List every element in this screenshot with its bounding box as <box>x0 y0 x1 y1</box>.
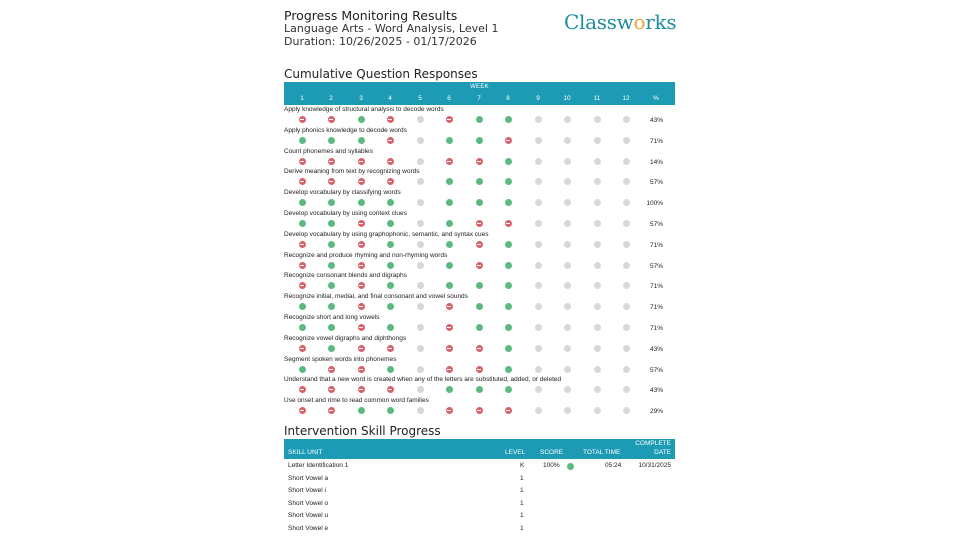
incorrect-dot-icon <box>358 303 365 310</box>
incorrect-dot-icon <box>299 345 306 352</box>
skill-level: 1 <box>520 499 524 507</box>
incorrect-dot-icon <box>476 366 483 373</box>
incorrect-dot-icon <box>328 407 335 414</box>
incorrect-dot-icon <box>476 241 483 248</box>
empty-dot-icon <box>623 241 630 248</box>
correct-dot-icon <box>446 178 453 185</box>
empty-dot-icon <box>535 158 542 165</box>
correct-dot-icon <box>505 158 512 165</box>
incorrect-dot-icon <box>505 407 512 414</box>
correct-dot-icon <box>299 199 306 206</box>
incorrect-dot-icon <box>328 366 335 373</box>
empty-dot-icon <box>535 262 542 269</box>
correct-dot-icon <box>505 199 512 206</box>
empty-dot-icon <box>564 324 571 331</box>
correct-dot-icon <box>299 366 306 373</box>
percent-value: 57% <box>649 366 663 374</box>
empty-dot-icon <box>594 241 601 248</box>
empty-dot-icon <box>623 158 630 165</box>
skill-row <box>284 487 675 500</box>
objective-label: Develop vocabulary by using graphophonic, semantic, and syntax cues <box>284 230 489 238</box>
incorrect-dot-icon <box>299 407 306 414</box>
empty-dot-icon <box>623 178 630 185</box>
empty-dot-icon <box>417 345 424 352</box>
empty-dot-icon <box>594 407 601 414</box>
incorrect-dot-icon <box>358 178 365 185</box>
correct-dot-icon <box>387 324 394 331</box>
incorrect-dot-icon <box>328 158 335 165</box>
week-header-bar <box>284 82 675 105</box>
week-number: 2 <box>329 95 333 102</box>
week-number: 4 <box>388 95 392 102</box>
correct-dot-icon <box>299 324 306 331</box>
report-subtitle: Language Arts - Word Analysis, Level 1 <box>284 22 499 35</box>
empty-dot-icon <box>417 199 424 206</box>
empty-dot-icon <box>417 116 424 123</box>
percent-value: 14% <box>649 158 663 166</box>
empty-dot-icon <box>594 137 601 144</box>
incorrect-dot-icon <box>387 158 394 165</box>
correct-dot-icon <box>358 116 365 123</box>
empty-dot-icon <box>594 220 601 227</box>
incorrect-dot-icon <box>505 137 512 144</box>
correct-dot-icon <box>446 220 453 227</box>
empty-dot-icon <box>623 345 630 352</box>
empty-dot-icon <box>594 178 601 185</box>
correct-dot-icon <box>299 137 306 144</box>
correct-dot-icon <box>358 199 365 206</box>
response-row <box>284 356 675 377</box>
skill-row <box>284 500 675 513</box>
skill-complete-date: 10/31/2025 <box>638 462 671 469</box>
skills-header-bar <box>284 439 675 459</box>
incorrect-dot-icon <box>387 137 394 144</box>
correct-dot-icon <box>446 137 453 144</box>
correct-dot-icon <box>387 220 394 227</box>
skill-level: K <box>520 462 525 469</box>
empty-dot-icon <box>594 345 601 352</box>
percent-value: 71% <box>649 325 663 332</box>
empty-dot-icon <box>564 241 571 248</box>
incorrect-dot-icon <box>446 366 453 373</box>
correct-dot-icon <box>505 116 512 123</box>
correct-dot-icon <box>505 262 512 269</box>
correct-dot-icon <box>299 220 306 227</box>
correct-dot-icon <box>476 324 483 331</box>
correct-dot-icon <box>505 324 512 331</box>
incorrect-dot-icon <box>358 324 365 331</box>
incorrect-dot-icon <box>387 386 394 393</box>
objective-label: Apply knowledge of structural analysis to decode words <box>284 106 444 113</box>
correct-dot-icon <box>476 199 483 206</box>
skill-level: 1 <box>520 524 524 532</box>
empty-dot-icon <box>564 220 571 227</box>
incorrect-dot-icon <box>299 262 306 269</box>
correct-dot-icon <box>446 282 453 289</box>
skill-score: 100% <box>543 462 560 469</box>
empty-dot-icon <box>535 345 542 352</box>
correct-dot-icon <box>505 303 512 310</box>
incorrect-dot-icon <box>358 366 365 373</box>
percent-value: 43% <box>649 345 663 353</box>
incorrect-dot-icon <box>446 303 453 310</box>
empty-dot-icon <box>417 282 424 289</box>
correct-dot-icon <box>505 282 512 289</box>
objective-label: Apply phonics knowledge to decode words <box>284 126 407 134</box>
correct-dot-icon <box>387 199 394 206</box>
skill-row <box>284 512 675 525</box>
empty-dot-icon <box>623 386 630 393</box>
skill-row <box>284 475 675 488</box>
empty-dot-icon <box>594 158 601 165</box>
percent-value: 71% <box>649 304 663 312</box>
objective-label: Understand that a new word is created when any of the letters are substituted, added, or deleted <box>284 376 562 384</box>
empty-dot-icon <box>564 386 571 393</box>
incorrect-dot-icon <box>358 386 365 393</box>
empty-dot-icon <box>623 116 630 123</box>
correct-dot-icon <box>387 241 394 248</box>
response-row <box>284 127 675 148</box>
empty-dot-icon <box>417 386 424 393</box>
percent-value: 57% <box>649 179 663 187</box>
empty-dot-icon <box>594 116 601 123</box>
report-page <box>284 0 675 540</box>
incorrect-dot-icon <box>299 386 306 393</box>
empty-dot-icon <box>623 220 630 227</box>
correct-dot-icon <box>328 220 335 227</box>
week-number: 12 <box>622 95 630 102</box>
correct-dot-icon <box>446 241 453 248</box>
correct-dot-icon <box>328 199 335 206</box>
correct-dot-icon <box>476 386 483 393</box>
incorrect-dot-icon <box>299 241 306 248</box>
objective-label: Develop vocabulary by using context clues <box>284 210 407 217</box>
correct-dot-icon <box>476 137 483 144</box>
empty-dot-icon <box>564 345 571 352</box>
week-number: 1 <box>300 95 304 102</box>
empty-dot-icon <box>623 282 630 289</box>
col-complete-date: COMPLETE DATE <box>635 440 671 456</box>
percent-value: 43% <box>649 117 663 124</box>
empty-dot-icon <box>417 241 424 248</box>
correct-dot-icon <box>387 366 394 373</box>
incorrect-dot-icon <box>505 220 512 227</box>
empty-dot-icon <box>535 241 542 248</box>
response-row <box>284 231 675 252</box>
empty-dot-icon <box>623 324 630 331</box>
empty-dot-icon <box>417 137 424 144</box>
empty-dot-icon <box>535 282 542 289</box>
percent-value: 29% <box>649 408 663 416</box>
response-row <box>284 397 675 418</box>
correct-dot-icon <box>328 303 335 310</box>
empty-dot-icon <box>535 199 542 206</box>
empty-dot-icon <box>594 324 601 331</box>
objective-label: Recognize consonant blends and digraphs <box>284 272 407 280</box>
incorrect-dot-icon <box>476 407 483 414</box>
empty-dot-icon <box>564 116 571 123</box>
week-number: 5 <box>418 95 422 102</box>
correct-dot-icon <box>328 282 335 289</box>
empty-dot-icon <box>564 199 571 206</box>
response-row <box>284 189 675 210</box>
incorrect-dot-icon <box>476 220 483 227</box>
empty-dot-icon <box>535 220 542 227</box>
response-row <box>284 210 675 231</box>
correct-dot-icon <box>328 345 335 352</box>
correct-dot-icon <box>328 324 335 331</box>
empty-dot-icon <box>417 262 424 269</box>
incorrect-dot-icon <box>328 386 335 393</box>
week-number: 3 <box>359 95 363 102</box>
correct-dot-icon <box>505 366 512 373</box>
empty-dot-icon <box>564 366 571 373</box>
correct-dot-icon <box>328 262 335 269</box>
classworks-logo: Classworks <box>564 10 677 34</box>
incorrect-dot-icon <box>299 158 306 165</box>
skill-level: 1 <box>520 512 524 519</box>
response-row <box>284 293 675 314</box>
correct-dot-icon <box>476 116 483 123</box>
incorrect-dot-icon <box>476 262 483 269</box>
response-row <box>284 272 675 293</box>
week-number: 9 <box>536 95 540 102</box>
empty-dot-icon <box>417 324 424 331</box>
col-total-time: TOTAL TIME <box>583 449 621 456</box>
correct-dot-icon <box>476 303 483 310</box>
incorrect-dot-icon <box>446 345 453 352</box>
response-row <box>284 148 675 169</box>
empty-dot-icon <box>594 366 601 373</box>
skill-name: Letter Identification 1 <box>288 462 349 469</box>
incorrect-dot-icon <box>299 282 306 289</box>
empty-dot-icon <box>535 407 542 414</box>
correct-dot-icon <box>387 303 394 310</box>
correct-dot-icon <box>446 386 453 393</box>
incorrect-dot-icon <box>387 116 394 123</box>
correct-dot-icon <box>387 407 394 414</box>
percent-value: 57% <box>649 221 663 228</box>
skill-name: Short Vowel u <box>288 512 329 519</box>
skill-name: Short Vowel e <box>288 524 329 532</box>
empty-dot-icon <box>623 262 630 269</box>
col-level: LEVEL <box>505 449 526 456</box>
empty-dot-icon <box>623 137 630 144</box>
empty-dot-icon <box>535 303 542 310</box>
incorrect-dot-icon <box>387 345 394 352</box>
report-title: Progress Monitoring Results <box>284 8 458 23</box>
objective-label: Develop vocabulary by classifying words <box>284 189 401 197</box>
incorrect-dot-icon <box>446 407 453 414</box>
empty-dot-icon <box>535 116 542 123</box>
incorrect-dot-icon <box>476 345 483 352</box>
correct-dot-icon <box>358 137 365 144</box>
week-number: 11 <box>593 95 601 102</box>
report-duration: Duration: 10/26/2025 - 01/17/2026 <box>284 35 477 48</box>
correct-dot-icon <box>358 407 365 414</box>
week-number: 10 <box>563 95 571 102</box>
empty-dot-icon <box>594 282 601 289</box>
empty-dot-icon <box>564 303 571 310</box>
empty-dot-icon <box>535 178 542 185</box>
incorrect-dot-icon <box>358 282 365 289</box>
correct-dot-icon <box>505 241 512 248</box>
empty-dot-icon <box>535 366 542 373</box>
objective-label: Recognize initial, medial, and final consonant and vowel sounds <box>284 293 468 301</box>
incorrect-dot-icon <box>446 158 453 165</box>
objective-label: Recognize and produce rhyming and non-rhyming words <box>284 251 448 259</box>
sun-icon: o <box>633 10 646 34</box>
empty-dot-icon <box>417 220 424 227</box>
empty-dot-icon <box>623 366 630 373</box>
response-row <box>284 376 675 397</box>
incorrect-dot-icon <box>328 116 335 123</box>
empty-dot-icon <box>417 366 424 373</box>
empty-dot-icon <box>417 158 424 165</box>
week-number: 7 <box>477 95 481 102</box>
empty-dot-icon <box>564 282 571 289</box>
skill-level: 1 <box>520 487 524 494</box>
skill-name: Short Vowel o <box>288 499 329 507</box>
empty-dot-icon <box>623 303 630 310</box>
incorrect-dot-icon <box>358 241 365 248</box>
empty-dot-icon <box>564 158 571 165</box>
percent-value: 43% <box>649 387 663 395</box>
incorrect-dot-icon <box>358 158 365 165</box>
empty-dot-icon <box>594 386 601 393</box>
response-row <box>284 335 675 356</box>
empty-dot-icon <box>417 303 424 310</box>
incorrect-dot-icon <box>358 345 365 352</box>
correct-dot-icon <box>505 345 512 352</box>
objective-label: Use onset and rime to read common word families <box>284 397 429 405</box>
percent-value: 100% <box>646 200 663 208</box>
correct-dot-icon <box>476 282 483 289</box>
empty-dot-icon <box>594 303 601 310</box>
col-skill-unit: SKILL UNIT <box>288 449 323 456</box>
correct-dot-icon <box>299 303 306 310</box>
empty-dot-icon <box>594 262 601 269</box>
col-score: SCORE <box>540 449 564 456</box>
skill-row <box>284 525 675 538</box>
incorrect-dot-icon <box>358 220 365 227</box>
incorrect-dot-icon <box>328 178 335 185</box>
percent-value: 71% <box>649 241 663 249</box>
skill-row <box>284 462 675 475</box>
skill-name: Short Vowel i <box>288 487 326 494</box>
objective-label: Recognize vowel digraphs and diphthongs <box>284 334 407 342</box>
correct-dot-icon <box>387 262 394 269</box>
correct-dot-icon <box>446 262 453 269</box>
incorrect-dot-icon <box>387 178 394 185</box>
incorrect-dot-icon <box>476 158 483 165</box>
percent-value: 71% <box>649 137 663 145</box>
percent-value: 57% <box>649 262 663 270</box>
correct-dot-icon <box>328 137 335 144</box>
percent-header: % <box>653 95 659 102</box>
empty-dot-icon <box>564 407 571 414</box>
response-row <box>284 314 675 335</box>
incorrect-dot-icon <box>299 116 306 123</box>
skills-section-title: Intervention Skill Progress <box>284 424 441 438</box>
skill-level: 1 <box>520 474 524 482</box>
week-number: 6 <box>447 95 451 102</box>
objective-label: Recognize short and long vowels <box>284 314 380 321</box>
correct-dot-icon <box>328 241 335 248</box>
empty-dot-icon <box>564 137 571 144</box>
response-row <box>284 106 675 127</box>
completed-dot-icon <box>567 463 574 470</box>
correct-dot-icon <box>387 282 394 289</box>
objective-label: Segment spoken words into phonemes <box>284 355 397 363</box>
incorrect-dot-icon <box>358 262 365 269</box>
correct-dot-icon <box>476 178 483 185</box>
percent-value: 71% <box>649 283 663 291</box>
empty-dot-icon <box>623 199 630 206</box>
empty-dot-icon <box>564 262 571 269</box>
correct-dot-icon <box>446 199 453 206</box>
incorrect-dot-icon <box>446 116 453 123</box>
empty-dot-icon <box>594 199 601 206</box>
responses-section-title: Cumulative Question Responses <box>284 67 478 81</box>
skill-name: Short Vowel a <box>288 474 329 482</box>
week-number: 8 <box>506 95 510 102</box>
incorrect-dot-icon <box>446 324 453 331</box>
empty-dot-icon <box>417 407 424 414</box>
correct-dot-icon <box>505 178 512 185</box>
objective-label: Count phonemes and syllables <box>284 147 373 155</box>
week-label: WEEK <box>470 84 489 90</box>
empty-dot-icon <box>623 407 630 414</box>
empty-dot-icon <box>564 178 571 185</box>
response-row <box>284 168 675 189</box>
skill-total-time: 05:24 <box>605 462 622 469</box>
response-row <box>284 252 675 273</box>
correct-dot-icon <box>505 386 512 393</box>
incorrect-dot-icon <box>299 178 306 185</box>
empty-dot-icon <box>417 178 424 185</box>
empty-dot-icon <box>535 324 542 331</box>
empty-dot-icon <box>535 137 542 144</box>
objective-label: Derive meaning from text by recognizing words <box>284 168 420 176</box>
empty-dot-icon <box>535 386 542 393</box>
